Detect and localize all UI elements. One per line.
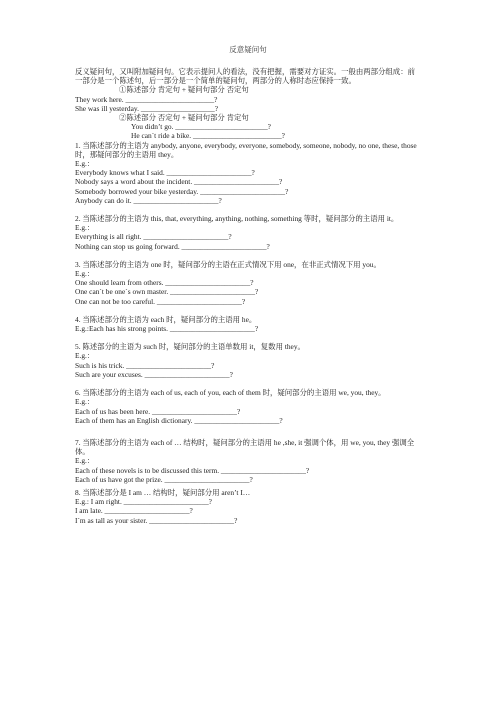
example-sentence: One should learn from others. _______________________? bbox=[75, 278, 254, 288]
eg-label: E.g.： bbox=[75, 456, 95, 466]
example-sentence: Nobody says a word about the incident. _______________________? bbox=[75, 177, 283, 187]
pattern-2-example: He can`t ride a bike. ________________________? bbox=[131, 131, 285, 141]
eg-label: E.g.： bbox=[75, 397, 95, 407]
example-sentence: Each of them has an English dictionary. _______________________? bbox=[75, 415, 283, 425]
example-sentence: I`m as tall as your sister. _______________________? bbox=[75, 515, 238, 525]
example-sentence: One can`t be one`s own master. _______________________? bbox=[75, 287, 259, 297]
example-sentence: One can not be too careful. _______________________? bbox=[75, 296, 246, 306]
example-sentence: E.g.:Each has his strong points. _______________________? bbox=[75, 324, 259, 334]
example-sentence: I am late. _______________________? bbox=[75, 506, 193, 516]
example-sentence: Such are your excuses. _______________________? bbox=[75, 369, 233, 379]
example-sentence: Anybody can do it. _______________________? bbox=[75, 195, 222, 205]
pattern-2: ②陈述部分 否定句 + 疑问句部分 肯定句 bbox=[119, 113, 249, 123]
eg-label: E.g.： bbox=[75, 269, 95, 279]
example-sentence: Everybody knows what I said. _______________________? bbox=[75, 168, 255, 178]
intro-paragraph: 反义疑问句，又叫附加疑问句。它表示提问人的看法，没有把握，需要对方证实。一般由两部分组成：前一部分是一个陈述句，后一部分是一个简单的疑问句，两部分的人称时态应保持一致。 bbox=[75, 67, 415, 86]
section-heading: 4. 当陈述部分的主语为 each 时，疑问部分的主语用 he。 bbox=[75, 314, 257, 324]
section-heading: 7. 当陈述部分的主语为 each of … 结构时，疑问部分的主语用 he ,she, it 强调个体，用 we, you, they 强调全体。 bbox=[75, 437, 415, 457]
eg-label: E.g.： bbox=[75, 159, 95, 169]
section-heading: 2. 当陈述部分的主语为 this, that, everything, anything, nothing, something 等时，疑问部分的主语用 it。 bbox=[75, 214, 399, 224]
example-sentence: Such is his trick. _______________________? bbox=[75, 360, 215, 370]
example-sentence: Each of us have got the prize. _______________________? bbox=[75, 474, 253, 484]
section-heading: 1. 当陈述部分的主语为 anybody, anyone, everybody, everyone, somebody, someone, nobody, no one, these, those 时，那疑问部分的主语用 they。 bbox=[75, 140, 417, 159]
pattern-1-example: She was ill yesterday. ____________________? bbox=[75, 103, 219, 113]
example-sentence: Each of us has been here. _______________________? bbox=[75, 406, 241, 416]
section-heading: 3. 当陈述部分的主语为 one 时，疑问部分的主语在正式情况下用 one，在非正式情况下用 you。 bbox=[75, 259, 381, 269]
eg-label: E.g.： bbox=[75, 351, 95, 361]
section-heading: 6. 当陈述部分的主语为 each of us, each of you, each of them 时，疑问部分的主语用 we, you, they。 bbox=[75, 388, 386, 398]
document-body bbox=[75, 67, 421, 525]
pattern-1: ①陈述部分 肯定句 + 疑问句部分 否定句 bbox=[119, 85, 249, 95]
example-sentence: Each of these novels is to be discussed this term. _______________________? bbox=[75, 465, 310, 475]
page-title: 反意疑问句 bbox=[229, 45, 267, 54]
pattern-1-example: They work here. ________________________? bbox=[75, 94, 218, 104]
example-sentence: Everything is all right. _______________________? bbox=[75, 232, 232, 242]
pattern-2-example: You didn’t go. _________________________? bbox=[131, 122, 271, 132]
example-sentence: E.g.: I am right. _______________________? bbox=[75, 497, 212, 507]
eg-label: E.g.： bbox=[75, 223, 95, 233]
section-heading: 5. 陈述部分的主语为 such 时，疑问部分的主语单数用 it，复数用 they。 bbox=[75, 342, 305, 352]
section-heading: 8. 当陈述部分是 I am … 结构时，疑问部分用 aren’t I… bbox=[75, 487, 251, 497]
example-sentence: Somebody borrowed your bike yesterday. _______________________? bbox=[75, 186, 289, 196]
example-sentence: Nothing can stop us going forward. _______________________? bbox=[75, 241, 270, 251]
